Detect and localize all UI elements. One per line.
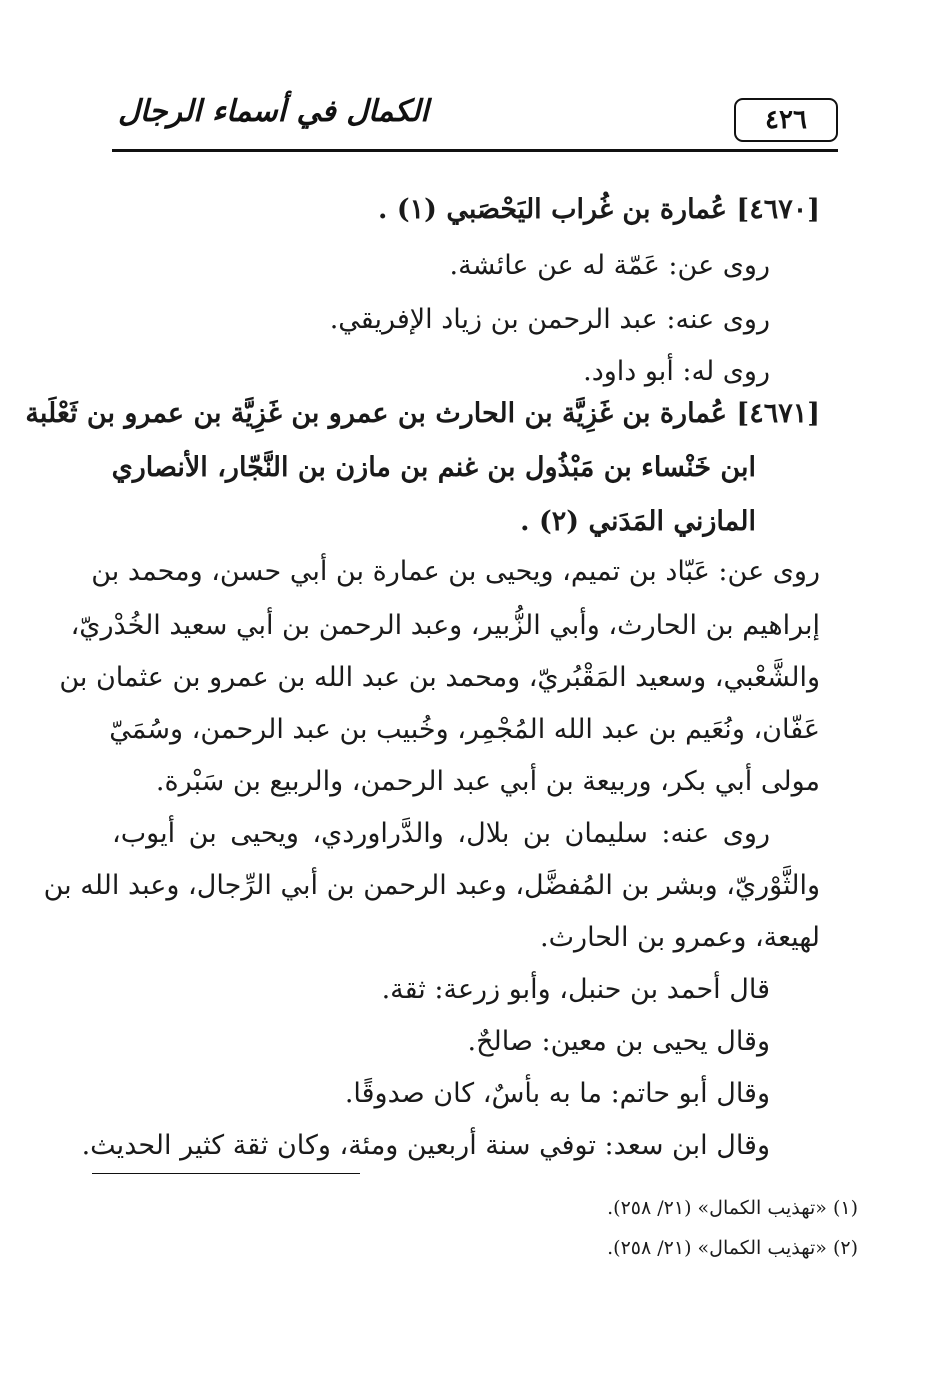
text-line: إبراهيم بن الحارث، وأبي الزُّبير، وعبد الرحمن بن أبي سعيد الخُدْريّ، xyxy=(70,610,820,641)
book-title: الكمال في أسماء الرجال xyxy=(118,94,429,129)
page-number-box xyxy=(734,98,838,142)
text-line: عَفّان، ونُعَيم بن عبد الله المُجْمِر، وخُبيب بن عبد الرحمن، وسُمَيّ xyxy=(109,714,820,745)
text-line: مولى أبي بكر، وربيعة بن أبي عبد الرحمن، والربيع بن سَبْرة. xyxy=(155,766,820,797)
text-line: روى عن: عَمّة له عن عائشة. xyxy=(449,250,770,281)
text-line: قال أحمد بن حنبل، وأبو زرعة: ثقة. xyxy=(381,974,770,1005)
text-line: روى له: أبو داود. xyxy=(583,356,770,387)
text-line: وقال يحيى بن معين: صالحٌ. xyxy=(467,1026,770,1057)
footnote: (٢) «تهذيب الكمال» (٢١/ ٢٥٨). xyxy=(607,1237,858,1259)
page-header xyxy=(112,90,838,152)
page-number: ٤٢٦ xyxy=(765,105,807,135)
footnote: (١) «تهذيب الكمال» (٢١/ ٢٥٨). xyxy=(607,1197,858,1219)
header-rule xyxy=(112,149,838,152)
text-line: والشَّعْبي، وسعيد المَقْبُريّ، ومحمد بن عبد الله بن عمرو بن عثمان بن xyxy=(59,662,820,693)
text-line: وقال أبو حاتم: ما به بأسٌ، كان صدوقًا. xyxy=(344,1078,770,1109)
text-line: وقال ابن سعد: توفي سنة أربعين ومئة، وكان ثقة كثير الحديث. xyxy=(81,1130,770,1161)
footnote-rule xyxy=(92,1173,360,1174)
text-line: روى عنه: عبد الرحمن بن زياد الإفريقي. xyxy=(329,304,770,335)
entry-4671-heading: [٤٦٧١] عُمارة بن غَزِيَّة بن الحارث بن عمرو بن غَزِيَّة بن عمرو بن ثَعْلَبة xyxy=(25,398,820,429)
text-line: والثَّوْريّ، وبشر بن المُفضَّل، وعبد الرحمن بن أبي الرِّجال، وعبد الله بن xyxy=(43,870,820,901)
entry-4670-heading: [٤٦٧٠] عُمارة بن غُراب اليَحْصَبي (١) . xyxy=(378,194,820,225)
entry-4671-heading-cont: المازني المَدَني (٢) . xyxy=(520,506,756,537)
text-line: روى عنه: سليمان بن بلال، والدَّراوردي، ويحيى بن أيوب، xyxy=(112,818,770,849)
text-line: لهيعة، وعمرو بن الحارث. xyxy=(540,922,820,953)
entry-4671-heading-cont: ابن خَنْساء بن مَبْذُول بن غنم بن مازن بن النَّجّار، الأنصاري xyxy=(111,452,756,483)
text-line: روى عن: عَبّاد بن تميم، ويحيى بن عمارة بن أبي حسن، ومحمد بن xyxy=(91,556,820,587)
